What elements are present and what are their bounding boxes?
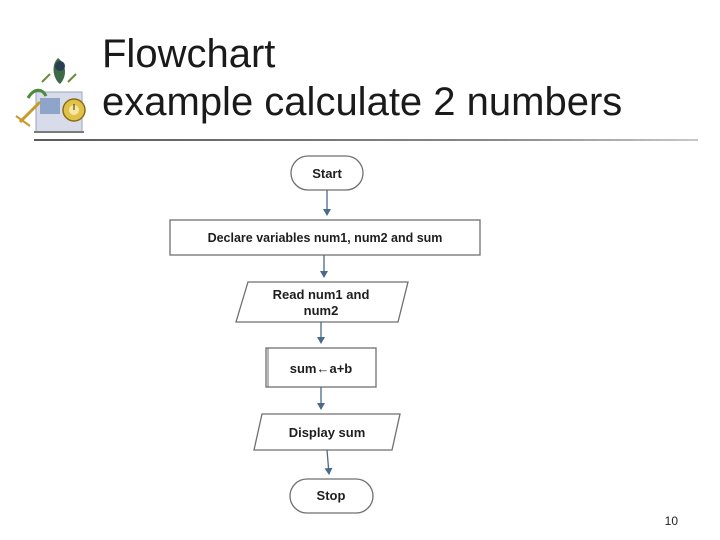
logo-icon [14,52,98,138]
declare-label: Declare variables num1, num2 and sum [207,231,443,245]
read-input-parallelogram [236,282,408,322]
stop-label: Stop [316,488,346,503]
flowchart-diagram [160,145,500,525]
start-label: Start [312,166,342,181]
sum-process-box [266,348,376,387]
read-label-line-1: Read num1 and [272,287,370,302]
process-label: sum←a+b [289,361,353,376]
stop-terminal [290,479,373,513]
arrow-display-to-stop [327,450,329,474]
page-title [102,30,622,126]
title-divider [34,139,698,141]
display-label: Display sum [288,425,366,440]
page-number: 10 [664,514,678,528]
display-output-parallelogram [254,414,400,450]
title-line-1: Flowchart [102,32,276,76]
read-label-line-2: num2 [303,303,339,318]
start-terminal [291,156,363,190]
title-line-2: example calculate 2 numbers [102,80,623,124]
declare-process-box [170,220,480,255]
